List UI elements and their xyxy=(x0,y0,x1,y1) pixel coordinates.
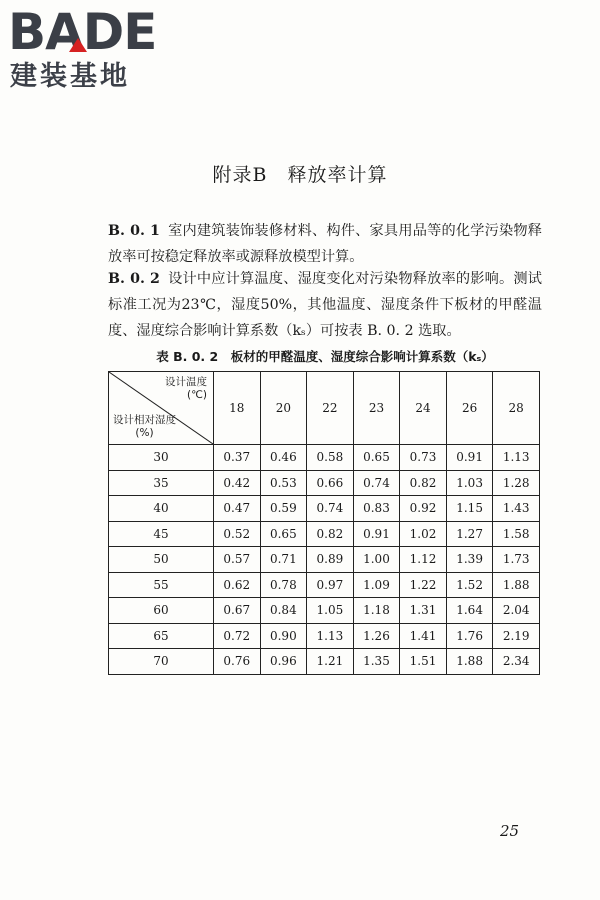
clause-text: 设计中应计算温度、湿度变化对污染物释放率的影响。测试标准工况为23℃，湿度50%，其他温度、湿度条件下板材的甲醛温度、湿度综合影响计算系数（kₛ）可按表 B. 0. 2 选取。 xyxy=(108,271,542,339)
table-row xyxy=(109,521,540,547)
coefficient-cell: 0.52 xyxy=(214,521,261,547)
coefficient-cell: 1.22 xyxy=(400,572,447,598)
coefficient-cell: 0.91 xyxy=(353,521,400,547)
corner-temperature-text: 设计温度 xyxy=(165,376,207,388)
coefficient-cell: 0.42 xyxy=(214,470,261,496)
coefficient-cell: 1.88 xyxy=(493,572,540,598)
coefficient-cell: 1.73 xyxy=(493,547,540,573)
clause-number: B. 0. 2 xyxy=(108,271,160,287)
coefficient-cell: 1.02 xyxy=(400,521,447,547)
coefficient-cell: 0.92 xyxy=(400,496,447,522)
coefficient-cell: 1.21 xyxy=(307,649,354,675)
coefficient-cell: 1.58 xyxy=(493,521,540,547)
table-caption: 表 B. 0. 2 板材的甲醛温度、湿度综合影响计算系数（kₛ） xyxy=(156,349,494,364)
logo xyxy=(8,4,178,96)
coefficient-cell: 0.65 xyxy=(353,445,400,471)
coefficient-cell: 1.52 xyxy=(446,572,493,598)
corner-temperature-label xyxy=(165,376,207,402)
temperature-header: 26 xyxy=(446,372,493,445)
coefficient-cell: 0.89 xyxy=(307,547,354,573)
coefficient-cell: 0.53 xyxy=(260,470,307,496)
humidity-cell: 55 xyxy=(109,572,214,598)
corner-humidity-text: 设计相对湿度 xyxy=(113,414,176,426)
coefficient-cell: 0.47 xyxy=(214,496,261,522)
logo-subtitle: 建装基地 xyxy=(10,61,130,92)
corner-humidity-label xyxy=(113,414,176,440)
coefficient-cell: 0.58 xyxy=(307,445,354,471)
coefficient-cell: 0.91 xyxy=(446,445,493,471)
table-row xyxy=(109,470,540,496)
logo-wordmark: BADE xyxy=(8,3,157,61)
coefficient-cell: 1.05 xyxy=(307,598,354,624)
coefficient-cell: 0.74 xyxy=(353,470,400,496)
page-number: 25 xyxy=(500,822,520,840)
coefficient-cell: 0.57 xyxy=(214,547,261,573)
coefficient-cell: 0.65 xyxy=(260,521,307,547)
humidity-cell: 30 xyxy=(109,445,214,471)
coefficient-cell: 0.82 xyxy=(400,470,447,496)
table-row xyxy=(109,572,540,598)
coefficient-cell: 1.13 xyxy=(307,623,354,649)
coefficient-cell: 1.28 xyxy=(493,470,540,496)
coefficient-cell: 2.34 xyxy=(493,649,540,675)
coefficient-table xyxy=(108,371,540,675)
coefficient-cell: 1.27 xyxy=(446,521,493,547)
humidity-cell: 35 xyxy=(109,470,214,496)
table-row xyxy=(109,445,540,471)
coefficient-cell: 1.41 xyxy=(400,623,447,649)
clause-number: B. 0. 1 xyxy=(108,223,160,239)
humidity-cell: 70 xyxy=(109,649,214,675)
coefficient-cell: 1.76 xyxy=(446,623,493,649)
coefficient-cell: 1.15 xyxy=(446,496,493,522)
temperature-header: 22 xyxy=(307,372,354,445)
coefficient-cell: 0.46 xyxy=(260,445,307,471)
coefficient-cell: 1.88 xyxy=(446,649,493,675)
corner-humidity-unit: (%) xyxy=(135,427,154,439)
coefficient-cell: 0.96 xyxy=(260,649,307,675)
temperature-header: 28 xyxy=(493,372,540,445)
humidity-cell: 60 xyxy=(109,598,214,624)
corner-temperature-unit: (℃) xyxy=(187,389,207,401)
temperature-header: 24 xyxy=(400,372,447,445)
clause-text: 室内建筑装饰装修材料、构件、家具用品等的化学污染物释放率可按稳定释放率或源释放模型计算。 xyxy=(108,223,542,265)
coefficient-cell: 0.37 xyxy=(214,445,261,471)
coefficient-cell: 1.35 xyxy=(353,649,400,675)
coefficient-cell: 1.51 xyxy=(400,649,447,675)
coefficient-cell: 1.03 xyxy=(446,470,493,496)
coefficient-cell: 0.66 xyxy=(307,470,354,496)
table-body xyxy=(109,445,540,675)
coefficient-cell: 1.31 xyxy=(400,598,447,624)
coefficient-cell: 0.74 xyxy=(307,496,354,522)
coefficient-cell: 1.26 xyxy=(353,623,400,649)
coefficient-cell: 1.12 xyxy=(400,547,447,573)
coefficient-cell: 0.90 xyxy=(260,623,307,649)
coefficient-cell: 2.19 xyxy=(493,623,540,649)
humidity-cell: 50 xyxy=(109,547,214,573)
coefficient-cell: 1.39 xyxy=(446,547,493,573)
clause-b02 xyxy=(108,266,542,344)
table-row xyxy=(109,598,540,624)
table-row xyxy=(109,496,540,522)
coefficient-cell: 0.82 xyxy=(307,521,354,547)
coefficient-cell: 0.76 xyxy=(214,649,261,675)
coefficient-cell: 0.71 xyxy=(260,547,307,573)
clause-b01 xyxy=(108,218,542,270)
coefficient-cell: 0.83 xyxy=(353,496,400,522)
coefficient-cell: 0.78 xyxy=(260,572,307,598)
coefficient-cell: 1.13 xyxy=(493,445,540,471)
humidity-cell: 40 xyxy=(109,496,214,522)
temperature-header: 20 xyxy=(260,372,307,445)
coefficient-cell: 0.59 xyxy=(260,496,307,522)
coefficient-cell: 2.04 xyxy=(493,598,540,624)
table-header-row xyxy=(109,372,540,445)
humidity-cell: 65 xyxy=(109,623,214,649)
coefficient-cell: 1.64 xyxy=(446,598,493,624)
coefficient-cell: 0.72 xyxy=(214,623,261,649)
logo-accent-triangle xyxy=(69,38,87,52)
humidity-cell: 45 xyxy=(109,521,214,547)
coefficient-cell: 0.84 xyxy=(260,598,307,624)
table-row xyxy=(109,623,540,649)
coefficient-cell: 0.97 xyxy=(307,572,354,598)
table-corner-cell xyxy=(109,372,214,445)
table-row xyxy=(109,649,540,675)
coefficient-cell: 1.09 xyxy=(353,572,400,598)
coefficient-cell: 0.67 xyxy=(214,598,261,624)
temperature-header: 23 xyxy=(353,372,400,445)
coefficient-cell: 1.18 xyxy=(353,598,400,624)
appendix-title: 附录B 释放率计算 xyxy=(212,164,388,186)
coefficient-cell: 0.73 xyxy=(400,445,447,471)
table-row xyxy=(109,547,540,573)
coefficient-cell: 1.00 xyxy=(353,547,400,573)
coefficient-cell: 1.43 xyxy=(493,496,540,522)
coefficient-cell: 0.62 xyxy=(214,572,261,598)
temperature-header: 18 xyxy=(214,372,261,445)
